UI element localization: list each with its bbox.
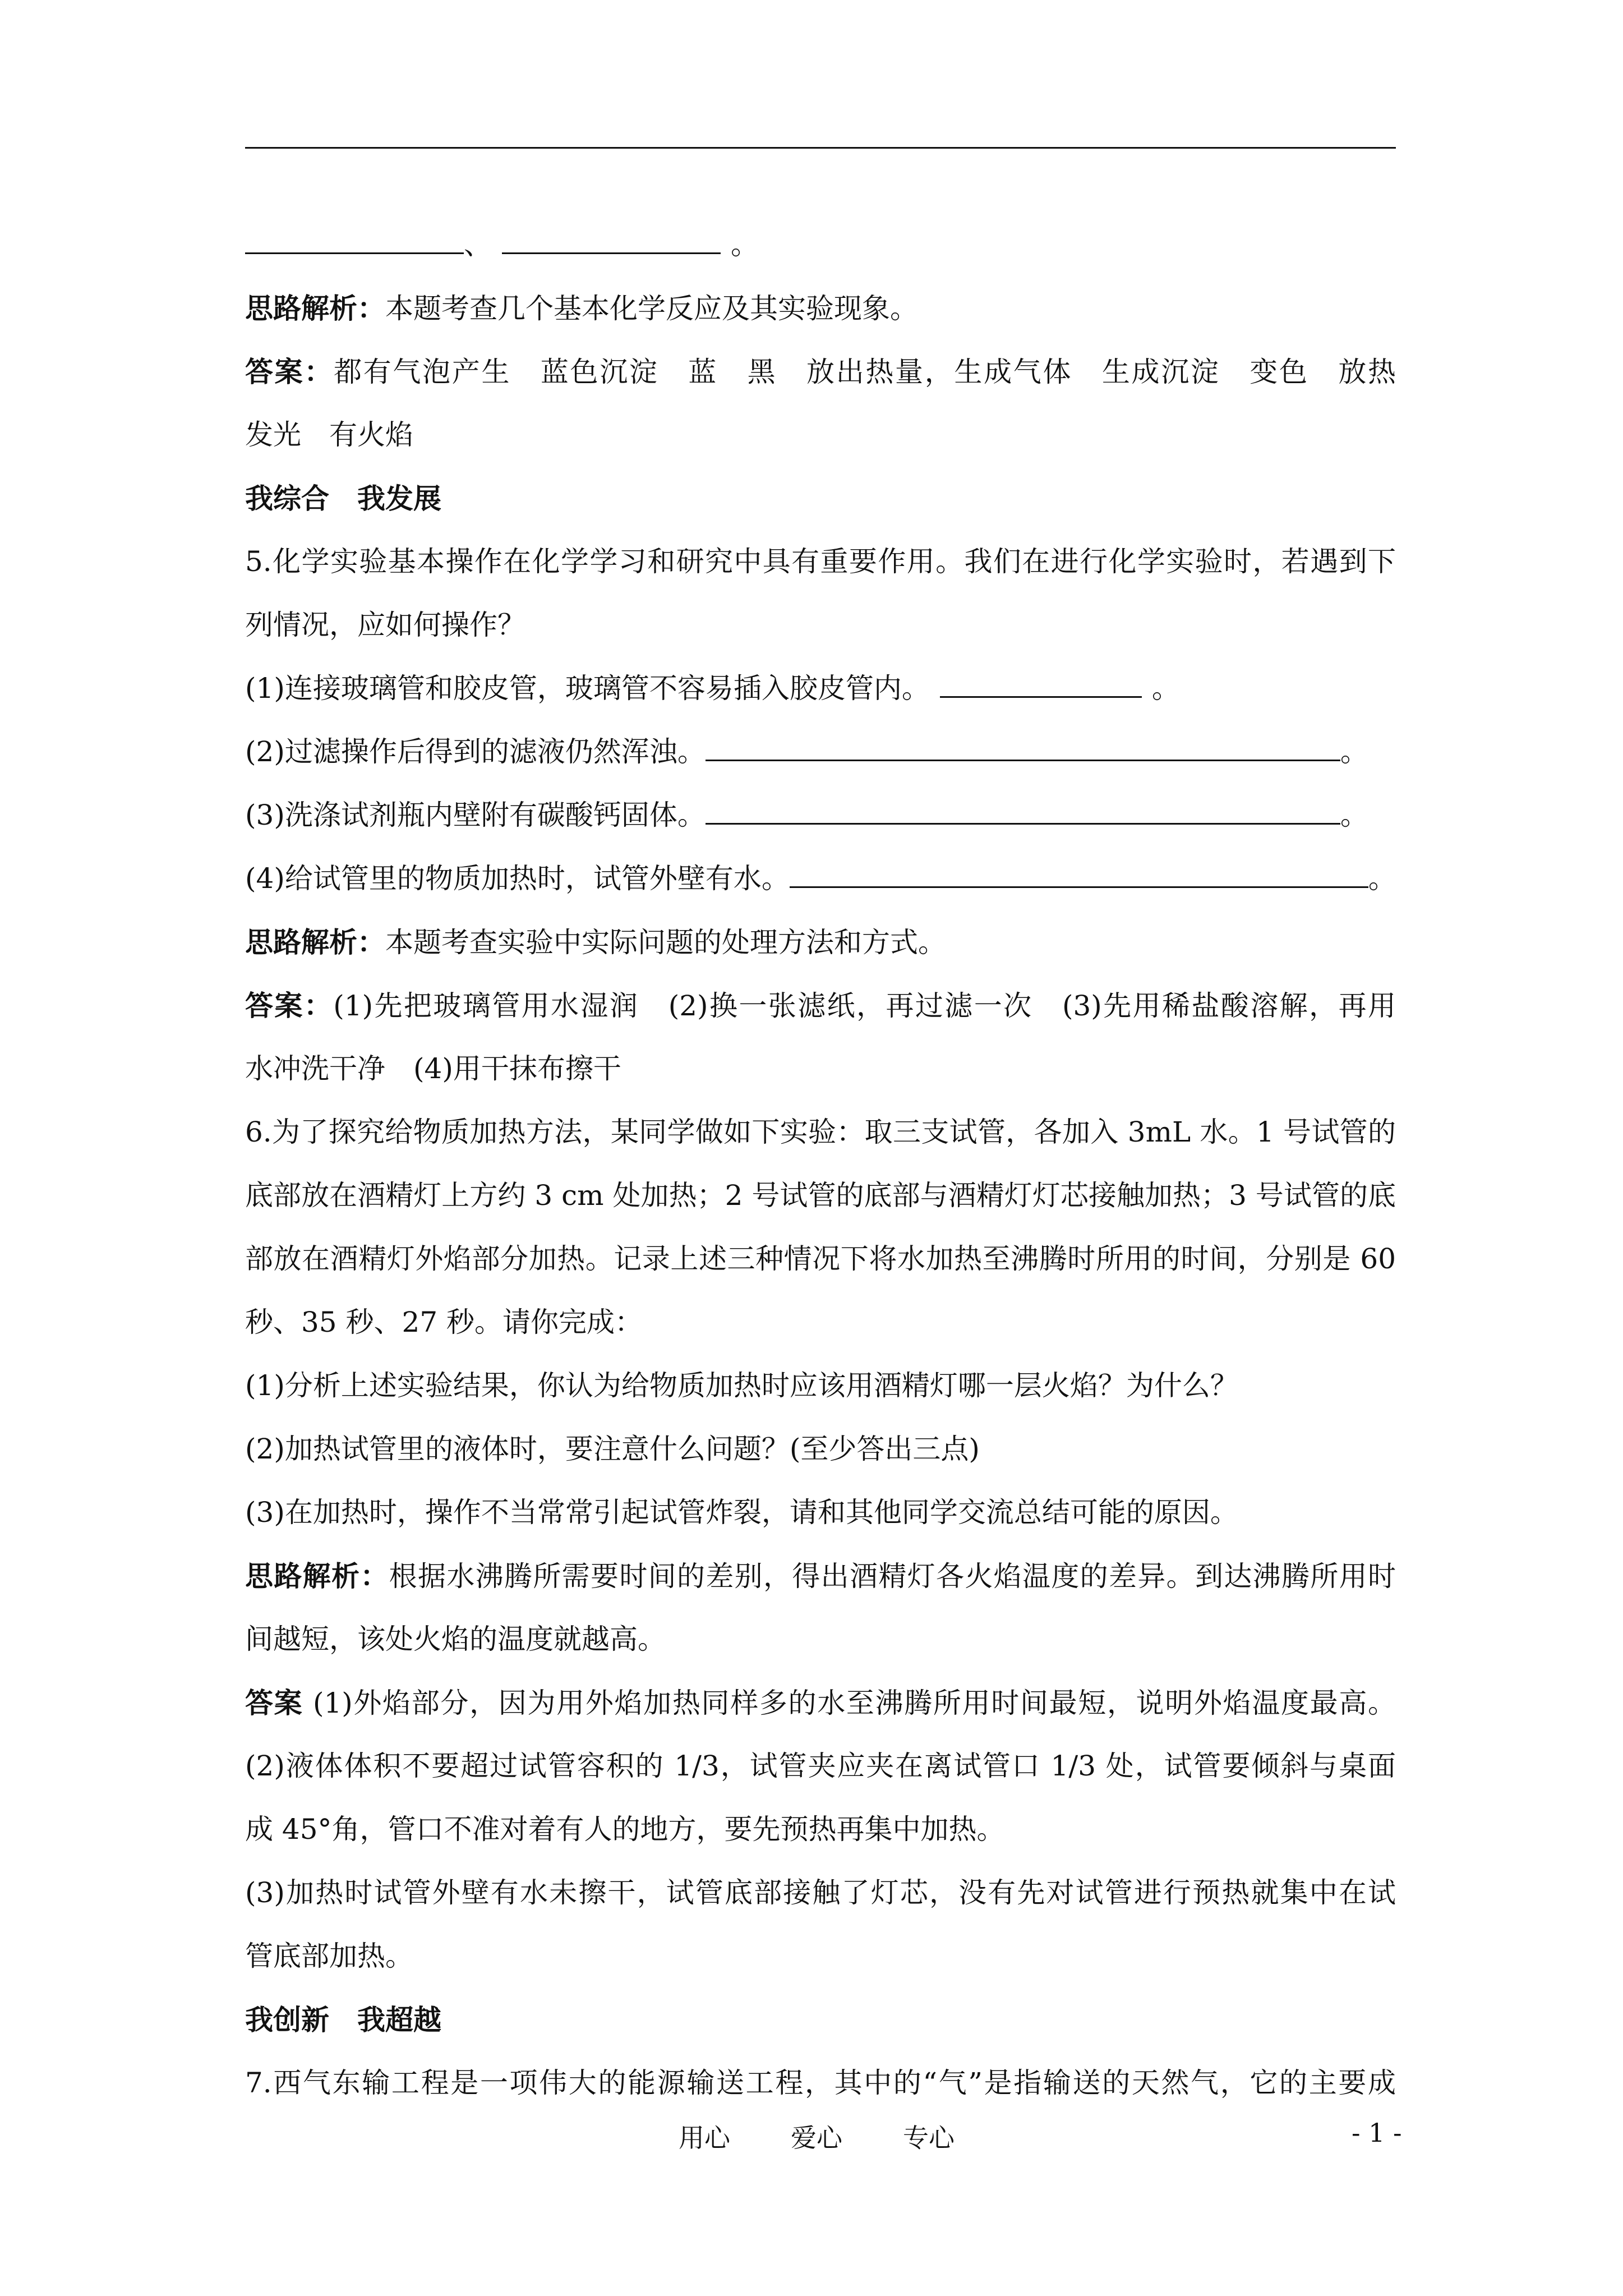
period: 。 <box>1368 862 1396 895</box>
q4-answer-blanks <box>245 213 1396 277</box>
subquestion-text: (4)给试管里的物质加热时，试管外壁有水。 <box>245 862 790 895</box>
q5-subquestion-3 <box>245 784 1396 847</box>
q5-analysis <box>245 910 1396 974</box>
q5-stem-line-1: 5.化学实验基本操作在化学学习和研究中具有重要作用。我们在进行化学实验时，若遇到下 <box>245 545 1396 578</box>
header-rule <box>245 147 1396 149</box>
analysis-text: 根据水沸腾所需要时间的差别，得出酒精灯各火焰温度的差异。到达沸腾所用时 <box>389 1560 1396 1593</box>
q5-answer-line-2: 水冲洗干净 (4)用干抹布擦干 <box>245 1052 621 1085</box>
blank <box>790 867 1368 888</box>
q6-analysis-line-2: 间越短，该处火焰的温度就越高。 <box>245 1623 666 1655</box>
answer-label: 答案： <box>245 355 334 388</box>
subquestion-text: (1)连接玻璃管和胶皮管，玻璃管不容易插入胶皮管内。 <box>245 672 930 705</box>
q6-answer-line-4: (3)加热时试管外壁有水未擦干，试管底部接触了灯芯，没有先对试管进行预热就集中在试 <box>245 1876 1396 1909</box>
q4-answer-line-1 <box>245 340 1396 403</box>
period: 。 <box>1340 735 1368 768</box>
q6-subquestion-1: (1)分析上述实验结果，你认为给物质加热时应该用酒精灯哪一层火焰？为什么？ <box>245 1369 1238 1402</box>
q6-answer-line-2: (2)液体体积不要超过试管容积的 1/3，试管夹应夹在离试管口 1/3 处，试管要倾斜与桌面 <box>245 1750 1396 1782</box>
q6-subquestion-3: (3)在加热时，操作不当常常引起试管炸裂，请和其他同学交流总结可能的原因。 <box>245 1496 1238 1529</box>
page-number: - 1 - <box>1352 2118 1402 2148</box>
answer-text: 都有气泡产生 蓝色沉淀 蓝 黑 放出热量，生成气体 生成沉淀 变色 放热 <box>334 356 1396 388</box>
q6-stem-line-2: 底部放在酒精灯上方约 3 cm 处加热；2 号试管的底部与酒精灯灯芯接触加热；3 号试管的底 <box>245 1179 1396 1212</box>
q6-subquestion-2: (2)加热试管里的液体时，要注意什么问题？(至少答出三点) <box>245 1433 980 1465</box>
document-body <box>245 213 1396 2115</box>
q5-subquestion-4 <box>245 847 1396 910</box>
analysis-label: 思路解析： <box>245 1559 389 1593</box>
q6-analysis-line-1 <box>245 1544 1396 1608</box>
subquestion-text: (3)洗涤试剂瓶内壁附有碳酸钙固体。 <box>245 799 706 831</box>
blank <box>706 740 1340 761</box>
analysis-text: 本题考查几个基本化学反应及其实验现象。 <box>385 292 918 325</box>
q5-answer-line-1 <box>245 974 1396 1037</box>
q5-subquestion-2 <box>245 720 1396 784</box>
analysis-label: 思路解析： <box>245 926 385 959</box>
period: 。 <box>1340 799 1368 831</box>
separator: 、 <box>464 228 492 261</box>
footer-motto-2: 爱心 <box>791 2123 842 2153</box>
q6-answer-line-1 <box>245 1671 1396 1734</box>
footer-motto-3: 专心 <box>903 2123 955 2153</box>
answer-text: (1)先把玻璃管用水湿润 (2)换一张滤纸，再过滤一次 (3)先用稀盐酸溶解，再用 <box>333 990 1396 1022</box>
period: 。 <box>1151 672 1180 705</box>
q7-stem-line-1: 7.西气东输工程是一项伟大的能源输送工程，其中的“气”是指输送的天然气，它的主要成 <box>245 2067 1396 2099</box>
blank <box>940 677 1142 698</box>
period: 。 <box>731 228 759 261</box>
answer-text: (1)外焰部分，因为用外焰加热同样多的水至沸腾所用时间最短，说明外焰温度最高。 <box>312 1687 1396 1719</box>
q4-analysis <box>245 277 1396 340</box>
q6-answer-line-3: 成 45°角，管口不准对着有人的地方，要先预热再集中加热。 <box>245 1813 1005 1846</box>
q4-answer-line-2: 发光 有火焰 <box>245 418 413 451</box>
blank <box>706 804 1340 825</box>
q5-stem-line-2: 列情况，应如何操作？ <box>245 609 525 641</box>
q6-stem-line-3: 部放在酒精灯外焰部分加热。记录上述三种情况下将水加热至沸腾时所用的时间，分别是 60 <box>245 1243 1396 1275</box>
subquestion-text: (2)过滤操作后得到的滤液仍然浑浊。 <box>245 735 706 768</box>
answer-label: 答案 <box>245 1686 303 1719</box>
section-heading: 我综合 我发展 <box>245 482 441 515</box>
q6-answer-line-5: 管底部加热。 <box>245 1940 413 1972</box>
q6-stem-line-4: 秒、35 秒、27 秒。请你完成： <box>245 1306 643 1338</box>
q6-stem-line-1: 6.为了探究给物质加热方法，某同学做如下实验：取三支试管，各加入 3mL 水。1 号试管的 <box>245 1116 1396 1148</box>
analysis-text: 本题考查实验中实际问题的处理方法和方式。 <box>385 926 946 959</box>
answer-label: 答案： <box>245 989 334 1022</box>
footer-motto-1: 用心 <box>679 2123 730 2153</box>
blank <box>245 233 464 254</box>
blank <box>502 233 721 254</box>
q5-subquestion-1 <box>245 657 1396 720</box>
analysis-label: 思路解析： <box>245 292 385 325</box>
section-heading: 我创新 我超越 <box>245 2003 441 2036</box>
